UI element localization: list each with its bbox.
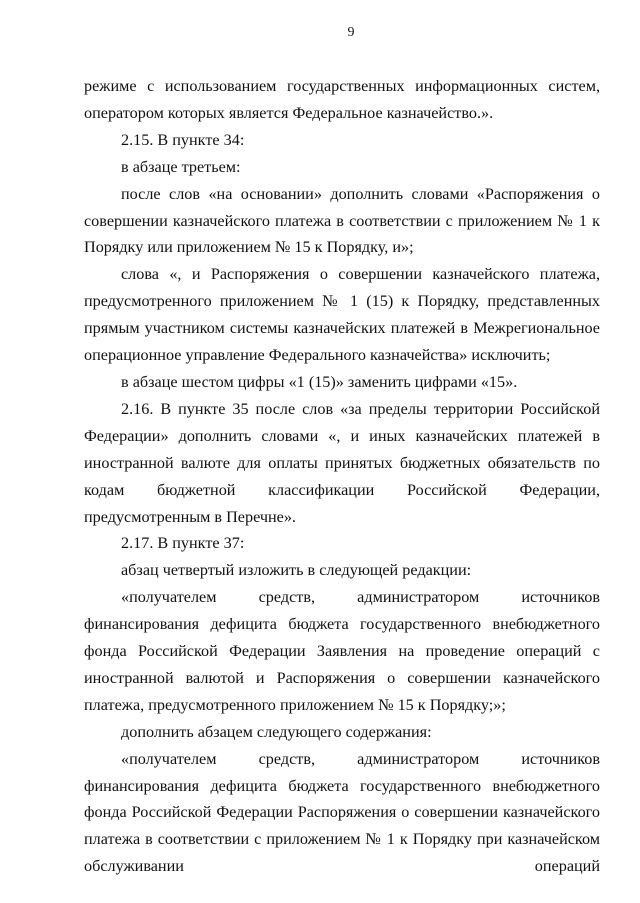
paragraph-2-15-heading: 2.15. В пункте 34: — [121, 130, 245, 149]
paragraph-abzac-3: в абзаце третьем: — [121, 157, 241, 176]
paragraph-2-17-heading: 2.17. В пункте 37: — [121, 534, 245, 553]
paragraph-quote-1: «получателем средств, администратором источников финансирования дефицита бюджета государственного внебюджетного фонда Российской Федерации Заявления на проведение операций с иностранной валютой и Распоряжения о совершении казначейского платежа, предусмотренного приложением № 15 к Порядку;»; — [84, 588, 600, 714]
paragraph-2-16: 2.16. В пункте 35 после слов «за пределы территории Российской Федерации» дополнить словами «, и иных казначейских платежей в иностранной валюте для оплаты принятых бюджетных обязательств по кодам бюджетной классификации Российской Федерации, предусмотренным в Перечне». — [84, 399, 600, 526]
paragraph-quote-2: «получателем средств, администратором источников финансирования дефицита бюджета государственного внебюджетного фонда Российской Федерации Распоряжения о совершении казначейского платежа в соответствии с приложением № 1 к Порядку при казначейском обслуживании операций — [84, 749, 600, 876]
paragraph-add-abzac: дополнить абзацем следующего содержания: — [121, 722, 432, 741]
paragraph-abzac-4: абзац четвертый изложить в следующей редакции: — [121, 561, 472, 580]
page-number: 9 — [347, 25, 355, 40]
paragraph-after-words: после слов «на основании» дополнить словами «Распоряжения о совершении казначейского платежа в соответствии с приложением № 1 к Порядку или приложением № 15 к Порядку, и»; — [84, 184, 600, 257]
paragraph-abzac-6: в абзаце шестом цифры «1 (15)» заменить цифрами «15». — [121, 372, 518, 391]
paragraph-continuation: режиме с использованием государственных информационных систем, оператором которых является Федеральное казначейство.». — [84, 77, 600, 122]
paragraph-words-exclude: слова «, и Распоряжения о совершении казначейского платежа, предусмотренного приложением № 1 (15) к Порядку, представленных прямым участником системы казначейских платежей в Межрегиональное операционное управление Федерального казначейства» исключить; — [84, 265, 600, 365]
